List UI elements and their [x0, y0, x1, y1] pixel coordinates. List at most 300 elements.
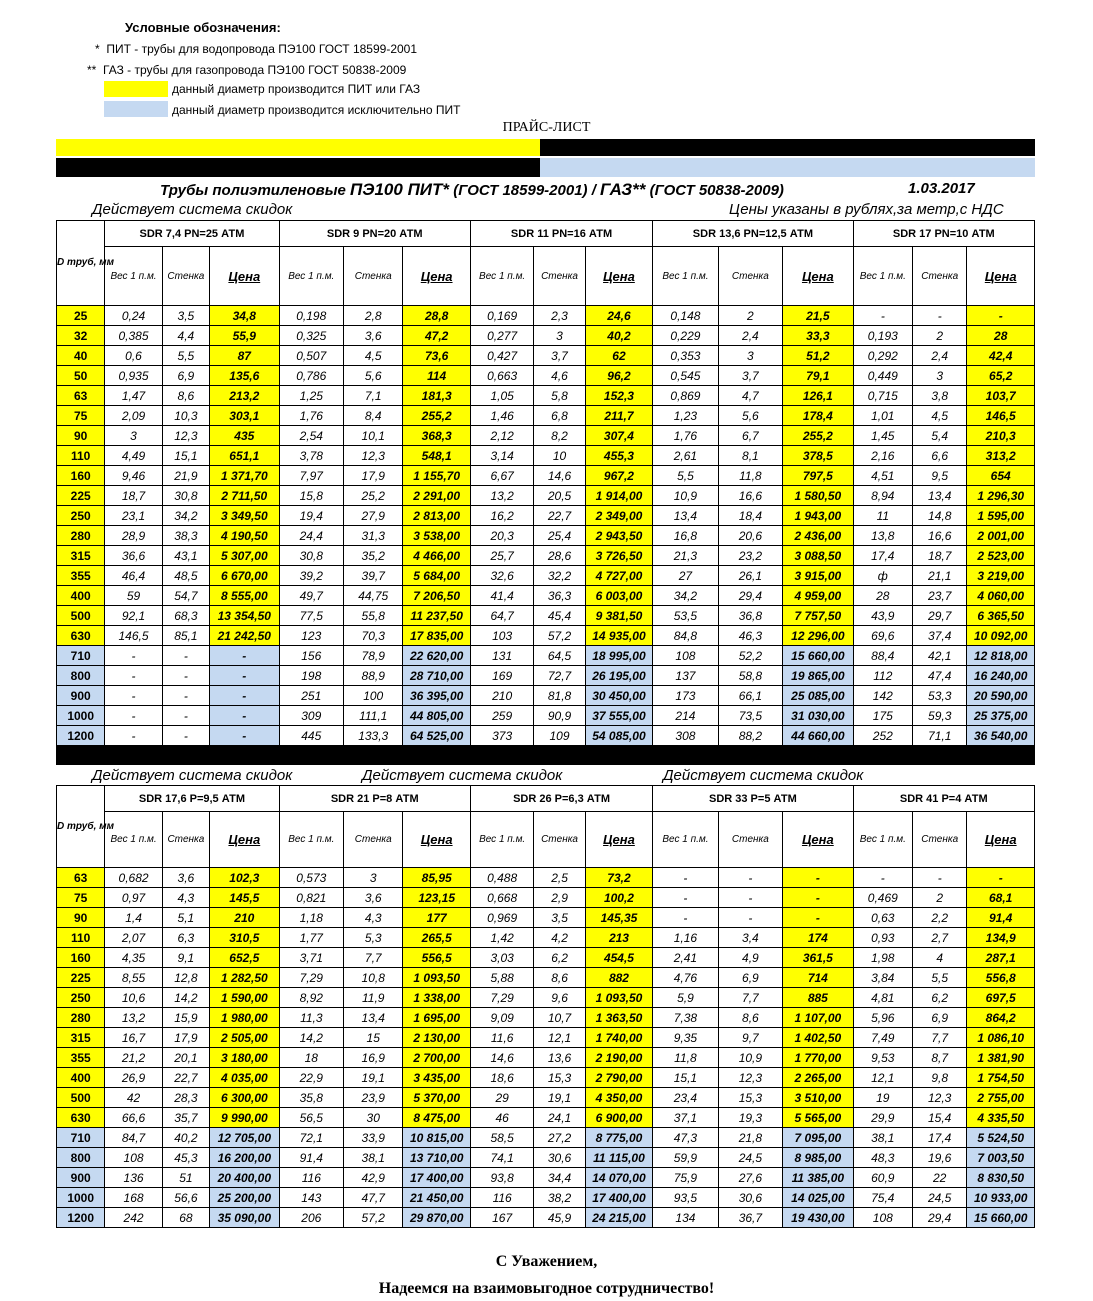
- wall-header: Стенка: [718, 812, 782, 868]
- price-header: Цена: [967, 812, 1035, 868]
- diameter-cell: 900: [57, 686, 105, 706]
- weight-cell: 210: [470, 686, 533, 706]
- weight-cell: 7,29: [279, 968, 343, 988]
- weight-cell: 37,1: [653, 1108, 718, 1128]
- price-cell: 310,5: [210, 928, 280, 948]
- weight-cell: 93,8: [470, 1168, 533, 1188]
- yellow-bar: [56, 139, 540, 156]
- price-cell: 21 450,00: [403, 1188, 470, 1208]
- price-cell: 697,5: [967, 988, 1035, 1008]
- price-cell: 17 400,00: [585, 1188, 652, 1208]
- wall-cell: 4,2: [534, 928, 585, 948]
- table-row: [57, 566, 1035, 586]
- weight-cell: 8,92: [279, 988, 343, 1008]
- weight-cell: 0,97: [105, 888, 162, 908]
- heading-gost2: (ГОСТ 50838-2009): [645, 182, 784, 199]
- price-header: Цена: [585, 247, 652, 306]
- weight-header: Вес 1 п.м.: [105, 812, 162, 868]
- price-cell: 2 790,00: [585, 1068, 652, 1088]
- price-cell: 2 943,50: [585, 526, 652, 546]
- wall-cell: 8,6: [718, 1008, 782, 1028]
- price-cell: 5 370,00: [403, 1088, 470, 1108]
- wall-cell: 7,7: [344, 948, 403, 968]
- table-row: [57, 426, 1035, 446]
- price-cell: 9 381,50: [585, 606, 652, 626]
- wall-cell: 40,2: [162, 1128, 209, 1148]
- wall-cell: 13,6: [534, 1048, 585, 1068]
- price-cell: 3 726,50: [585, 546, 652, 566]
- weight-cell: 48,3: [853, 1148, 912, 1168]
- wall-cell: 51: [162, 1168, 209, 1188]
- wall-cell: 10: [534, 446, 585, 466]
- wall-cell: 38,1: [344, 1148, 403, 1168]
- table-row: [57, 1088, 1035, 1108]
- price-cell: 15 660,00: [783, 646, 854, 666]
- wall-cell: 56,6: [162, 1188, 209, 1208]
- weight-cell: 43,9: [853, 606, 912, 626]
- price-cell: 103,7: [967, 386, 1035, 406]
- discount-note-3: Действует система скидок: [663, 767, 864, 784]
- price-cell: 882: [585, 968, 652, 988]
- wall-cell: 34,2: [162, 506, 209, 526]
- weight-cell: -: [653, 908, 718, 928]
- weight-cell: 9,53: [853, 1048, 912, 1068]
- price-cell: 13 354,50: [210, 606, 280, 626]
- price-cell: 797,5: [783, 466, 854, 486]
- price-cell: 17 400,00: [403, 1168, 470, 1188]
- weight-cell: 25,7: [470, 546, 533, 566]
- wall-cell: 2,8: [344, 306, 403, 326]
- table-row: [57, 586, 1035, 606]
- wall-cell: 64,5: [534, 646, 585, 666]
- wall-cell: 2,4: [718, 326, 782, 346]
- price-cell: 1 980,00: [210, 1008, 280, 1028]
- price-cell: 213,2: [210, 386, 280, 406]
- weight-cell: 16,7: [105, 1028, 162, 1048]
- wall-cell: 25,2: [344, 486, 403, 506]
- price-cell: 5 565,00: [783, 1108, 854, 1128]
- diameter-cell: 1200: [57, 726, 105, 746]
- weight-cell: 373: [470, 726, 533, 746]
- price-cell: 3 538,00: [403, 526, 471, 546]
- weight-cell: 91,4: [279, 1148, 343, 1168]
- wall-cell: 2,3: [534, 306, 585, 326]
- weight-header: Вес 1 п.м.: [653, 247, 718, 306]
- weight-header: Вес 1 п.м.: [853, 812, 912, 868]
- price-cell: 181,3: [403, 386, 471, 406]
- wall-cell: 55,8: [344, 606, 403, 626]
- weight-cell: 0,148: [653, 306, 718, 326]
- wall-header: Стенка: [162, 247, 209, 306]
- discount-note-2: Действует система скидок: [362, 767, 563, 784]
- weight-cell: 16,2: [470, 506, 533, 526]
- price-cell: 213: [585, 928, 652, 948]
- weight-cell: 20,3: [470, 526, 533, 546]
- wall-cell: 36,7: [718, 1208, 782, 1228]
- wall-cell: 9,5: [913, 466, 967, 486]
- weight-cell: 1,77: [279, 928, 343, 948]
- weight-cell: 1,76: [653, 426, 718, 446]
- wall-cell: 6,7: [718, 426, 782, 446]
- wall-cell: 3: [718, 346, 782, 366]
- weight-cell: 11,6: [470, 1028, 533, 1048]
- weight-cell: 0,93: [853, 928, 912, 948]
- weight-cell: 6,67: [470, 466, 533, 486]
- weight-cell: 12,1: [853, 1068, 912, 1088]
- gaz-mark: **: [87, 63, 97, 77]
- table-row: [57, 386, 1035, 406]
- weight-cell: 2,09: [105, 406, 162, 426]
- diameter-cell: 1000: [57, 1188, 105, 1208]
- wall-cell: -: [162, 666, 209, 686]
- weight-cell: 19: [853, 1088, 912, 1108]
- wall-cell: 37,4: [913, 626, 967, 646]
- price-cell: 1 107,00: [783, 1008, 854, 1028]
- weight-cell: 4,81: [853, 988, 912, 1008]
- price-cell: 1 155,70: [403, 466, 471, 486]
- wall-cell: 11,8: [718, 466, 782, 486]
- price-cell: 1 402,50: [783, 1028, 854, 1048]
- wall-cell: 19,1: [534, 1088, 585, 1108]
- weight-cell: 108: [105, 1148, 162, 1168]
- wall-cell: 6,9: [913, 1008, 967, 1028]
- table-row: [57, 726, 1035, 746]
- diameter-cell: 32: [57, 326, 105, 346]
- price-header: Цена: [403, 247, 471, 306]
- wall-cell: 3,5: [534, 908, 585, 928]
- wall-header: Стенка: [718, 247, 782, 306]
- wall-cell: 17,9: [344, 466, 403, 486]
- wall-cell: 23,7: [913, 586, 967, 606]
- wall-cell: 11,9: [344, 988, 403, 1008]
- table-row: [57, 968, 1035, 988]
- wall-cell: 2,7: [913, 928, 967, 948]
- price-cell: 21,5: [783, 306, 854, 326]
- wall-cell: 13,4: [913, 486, 967, 506]
- weight-cell: 9,09: [470, 1008, 533, 1028]
- wall-cell: 43,1: [162, 546, 209, 566]
- price-cell: 368,3: [403, 426, 471, 446]
- price-cell: 307,4: [585, 426, 652, 446]
- weight-cell: 13,4: [653, 506, 718, 526]
- price-cell: 3 435,00: [403, 1068, 470, 1088]
- wall-cell: 24,5: [718, 1148, 782, 1168]
- table-row: [57, 1128, 1035, 1148]
- price-cell: 1 282,50: [210, 968, 280, 988]
- sdr-group-header: SDR 26 P=6,3 АТМ: [470, 786, 652, 812]
- weight-cell: 1,18: [279, 908, 343, 928]
- weight-cell: 32,6: [470, 566, 533, 586]
- price-cell: 303,1: [210, 406, 280, 426]
- weight-cell: 142: [853, 686, 912, 706]
- table-row: [57, 546, 1035, 566]
- weight-cell: 7,29: [470, 988, 533, 1008]
- price-cell: 7 757,50: [783, 606, 854, 626]
- weight-cell: 0,821: [279, 888, 343, 908]
- price-cell: 20 400,00: [210, 1168, 280, 1188]
- price-table-1: [56, 220, 1035, 746]
- weight-cell: 0,229: [653, 326, 718, 346]
- wall-cell: 2,5: [534, 868, 585, 888]
- weight-cell: 0,63: [853, 908, 912, 928]
- price-cell: 652,5: [210, 948, 280, 968]
- weight-cell: 2,12: [470, 426, 533, 446]
- price-cell: 36 540,00: [967, 726, 1035, 746]
- price-cell: 5 684,00: [403, 566, 471, 586]
- wall-cell: 26,1: [718, 566, 782, 586]
- wall-header: Стенка: [344, 247, 403, 306]
- weight-cell: 134: [653, 1208, 718, 1228]
- table-row: [57, 908, 1035, 928]
- wall-cell: 3,4: [718, 928, 782, 948]
- wall-cell: -: [913, 868, 967, 888]
- wall-cell: 6,2: [913, 988, 967, 1008]
- weight-cell: 131: [470, 646, 533, 666]
- wall-cell: 10,8: [344, 968, 403, 988]
- table-row: [57, 1108, 1035, 1128]
- price-cell: 146,5: [967, 406, 1035, 426]
- table-row: [57, 366, 1035, 386]
- weight-cell: -: [853, 868, 912, 888]
- wall-cell: 8,2: [534, 426, 585, 446]
- weight-cell: -: [105, 646, 162, 666]
- diameter-cell: 250: [57, 506, 105, 526]
- price-cell: 14 025,00: [783, 1188, 854, 1208]
- discount-note: Действует система скидок: [92, 201, 293, 218]
- price-cell: 3 510,00: [783, 1088, 854, 1108]
- heading-date: 1.03.2017: [908, 180, 975, 197]
- wall-cell: 10,9: [718, 1048, 782, 1068]
- table-row: [57, 406, 1035, 426]
- weight-cell: 42: [105, 1088, 162, 1108]
- price-cell: 12 296,00: [783, 626, 854, 646]
- weight-cell: 2,16: [853, 446, 912, 466]
- weight-header: Вес 1 п.м.: [653, 812, 718, 868]
- price-cell: 79,1: [783, 366, 854, 386]
- wall-header: Стенка: [344, 812, 403, 868]
- weight-cell: 0,169: [470, 306, 533, 326]
- weight-cell: 9,46: [105, 466, 162, 486]
- table-row: [57, 446, 1035, 466]
- price-cell: 8 775,00: [585, 1128, 652, 1148]
- wall-cell: 3,7: [718, 366, 782, 386]
- price-cell: 64 525,00: [403, 726, 471, 746]
- diameter-header: D труб, мм: [57, 221, 105, 306]
- weight-cell: 30,8: [279, 546, 343, 566]
- wall-cell: 29,4: [718, 586, 782, 606]
- wall-cell: 57,2: [534, 626, 585, 646]
- table-row: [57, 306, 1035, 326]
- weight-cell: 21,3: [653, 546, 718, 566]
- weight-cell: 46,4: [105, 566, 162, 586]
- price-cell: 34,8: [210, 306, 280, 326]
- weight-header: Вес 1 п.м.: [279, 247, 343, 306]
- weight-cell: 0,573: [279, 868, 343, 888]
- price-cell: 4 190,50: [210, 526, 280, 546]
- weight-cell: 0,869: [653, 386, 718, 406]
- price-cell: 210: [210, 908, 280, 928]
- diameter-cell: 710: [57, 1128, 105, 1148]
- weight-cell: 5,88: [470, 968, 533, 988]
- wall-cell: 52,2: [718, 646, 782, 666]
- price-list-title: ПРАЙС-ЛИСТ: [502, 120, 591, 135]
- weight-cell: 72,1: [279, 1128, 343, 1148]
- weight-cell: 77,5: [279, 606, 343, 626]
- wall-cell: 15,9: [162, 1008, 209, 1028]
- weight-cell: 10,6: [105, 988, 162, 1008]
- table-row: [57, 868, 1035, 888]
- wall-cell: 4,4: [162, 326, 209, 346]
- yellow-swatch: [104, 81, 168, 97]
- price-cell: 7 095,00: [783, 1128, 854, 1148]
- price-cell: 17 835,00: [403, 626, 471, 646]
- wall-cell: 66,1: [718, 686, 782, 706]
- price-cell: 19 865,00: [783, 666, 854, 686]
- wall-cell: 12,8: [162, 968, 209, 988]
- weight-cell: -: [105, 706, 162, 726]
- sdr-group-header: SDR 17 PN=10 АТМ: [853, 221, 1034, 247]
- price-cell: 11 385,00: [783, 1168, 854, 1188]
- weight-cell: 15,1: [653, 1068, 718, 1088]
- weight-cell: 46: [470, 1108, 533, 1128]
- price-cell: 47,2: [403, 326, 471, 346]
- weight-cell: 5,5: [653, 466, 718, 486]
- price-cell: 3 349,50: [210, 506, 280, 526]
- weight-cell: -: [105, 726, 162, 746]
- wall-cell: 73,5: [718, 706, 782, 726]
- wall-cell: 15,1: [162, 446, 209, 466]
- weight-cell: 308: [653, 726, 718, 746]
- price-cell: 210,3: [967, 426, 1035, 446]
- weight-cell: 175: [853, 706, 912, 726]
- wall-cell: 6,3: [162, 928, 209, 948]
- price-cell: 1 754,50: [967, 1068, 1035, 1088]
- price-note: Цены указаны в рублях,за метр,с НДС: [729, 201, 1004, 218]
- weight-cell: 11,3: [279, 1008, 343, 1028]
- price-cell: 1 595,00: [967, 506, 1035, 526]
- wall-cell: 68: [162, 1208, 209, 1228]
- weight-cell: -: [853, 306, 912, 326]
- weight-cell: 156: [279, 646, 343, 666]
- wall-cell: 29,4: [913, 1208, 967, 1228]
- diameter-header: D труб, мм: [57, 786, 105, 868]
- weight-cell: 2,61: [653, 446, 718, 466]
- price-cell: 22 620,00: [403, 646, 471, 666]
- wall-cell: 45,4: [534, 606, 585, 626]
- wall-cell: -: [913, 306, 967, 326]
- wall-cell: 5,4: [913, 426, 967, 446]
- price-header: Цена: [585, 812, 652, 868]
- price-cell: 4 466,00: [403, 546, 471, 566]
- wall-cell: 4,9: [718, 948, 782, 968]
- price-cell: 4 959,00: [783, 586, 854, 606]
- price-cell: 25 085,00: [783, 686, 854, 706]
- price-cell: 4 035,00: [210, 1068, 280, 1088]
- price-cell: 4 060,00: [967, 586, 1035, 606]
- wall-cell: 7,7: [913, 1028, 967, 1048]
- wall-cell: 35,7: [162, 1108, 209, 1128]
- wall-cell: 22,7: [162, 1068, 209, 1088]
- table-row: [57, 346, 1035, 366]
- weight-cell: -: [653, 868, 718, 888]
- legend-title: Условные обозначения:: [125, 20, 281, 35]
- price-cell: 12 818,00: [967, 646, 1035, 666]
- wall-cell: 30,6: [534, 1148, 585, 1168]
- wall-cell: 38,3: [162, 526, 209, 546]
- table-row: [57, 666, 1035, 686]
- wall-cell: 5,3: [344, 928, 403, 948]
- wall-cell: 5,5: [162, 346, 209, 366]
- wall-cell: 111,1: [344, 706, 403, 726]
- wall-cell: 14,6: [534, 466, 585, 486]
- heading-pe: ПЭ100 ПИТ*: [350, 180, 450, 199]
- price-cell: -: [783, 908, 854, 928]
- weight-cell: 0,507: [279, 346, 343, 366]
- blue-swatch: [104, 101, 168, 117]
- weight-cell: 14,6: [470, 1048, 533, 1068]
- price-cell: 3 219,00: [967, 566, 1035, 586]
- weight-cell: 0,668: [470, 888, 533, 908]
- wall-cell: 90,9: [534, 706, 585, 726]
- wall-cell: 8,1: [718, 446, 782, 466]
- diameter-cell: 225: [57, 486, 105, 506]
- black-bar-middle: [56, 745, 1035, 765]
- wall-cell: 34,4: [534, 1168, 585, 1188]
- wall-cell: 3,8: [913, 386, 967, 406]
- table-row: [57, 1168, 1035, 1188]
- weight-cell: 7,97: [279, 466, 343, 486]
- weight-cell: 0,715: [853, 386, 912, 406]
- wall-cell: 47,4: [913, 666, 967, 686]
- diameter-cell: 500: [57, 1088, 105, 1108]
- wall-cell: 9,7: [718, 1028, 782, 1048]
- wall-cell: -: [162, 726, 209, 746]
- price-cell: 174: [783, 928, 854, 948]
- price-cell: 21 242,50: [210, 626, 280, 646]
- wall-cell: 6,2: [534, 948, 585, 968]
- table-row: [57, 506, 1035, 526]
- table-row: [57, 988, 1035, 1008]
- wall-cell: 72,7: [534, 666, 585, 686]
- price-cell: 1 371,70: [210, 466, 280, 486]
- weight-cell: 0,935: [105, 366, 162, 386]
- closing-cooperation: Надеемся на взаимовыгодное сотрудничество!: [378, 1280, 715, 1297]
- wall-cell: 19,1: [344, 1068, 403, 1088]
- wall-cell: 2: [913, 888, 967, 908]
- wall-cell: 8,6: [534, 968, 585, 988]
- table-row: [57, 1068, 1035, 1088]
- price-cell: 85,95: [403, 868, 470, 888]
- weight-header: Вес 1 п.м.: [105, 247, 162, 306]
- sdr-group-header: SDR 7,4 PN=25 АТМ: [105, 221, 279, 247]
- weight-cell: 66,6: [105, 1108, 162, 1128]
- wall-header: Стенка: [913, 812, 967, 868]
- price-cell: 1 296,30: [967, 486, 1035, 506]
- weight-cell: 0,488: [470, 868, 533, 888]
- weight-cell: 36,6: [105, 546, 162, 566]
- price-cell: 73,2: [585, 868, 652, 888]
- wall-cell: 3: [534, 326, 585, 346]
- price-cell: 9 990,00: [210, 1108, 280, 1128]
- wall-cell: 17,4: [913, 1128, 967, 1148]
- weight-cell: 1,23: [653, 406, 718, 426]
- wall-cell: 42,9: [344, 1168, 403, 1188]
- weight-cell: 1,45: [853, 426, 912, 446]
- gaz-text: ГАЗ - трубы для газопровода ПЭ100 ГОСТ 50838-2009: [103, 63, 407, 77]
- wall-cell: 19,3: [718, 1108, 782, 1128]
- wall-cell: 81,8: [534, 686, 585, 706]
- weight-cell: 2,41: [653, 948, 718, 968]
